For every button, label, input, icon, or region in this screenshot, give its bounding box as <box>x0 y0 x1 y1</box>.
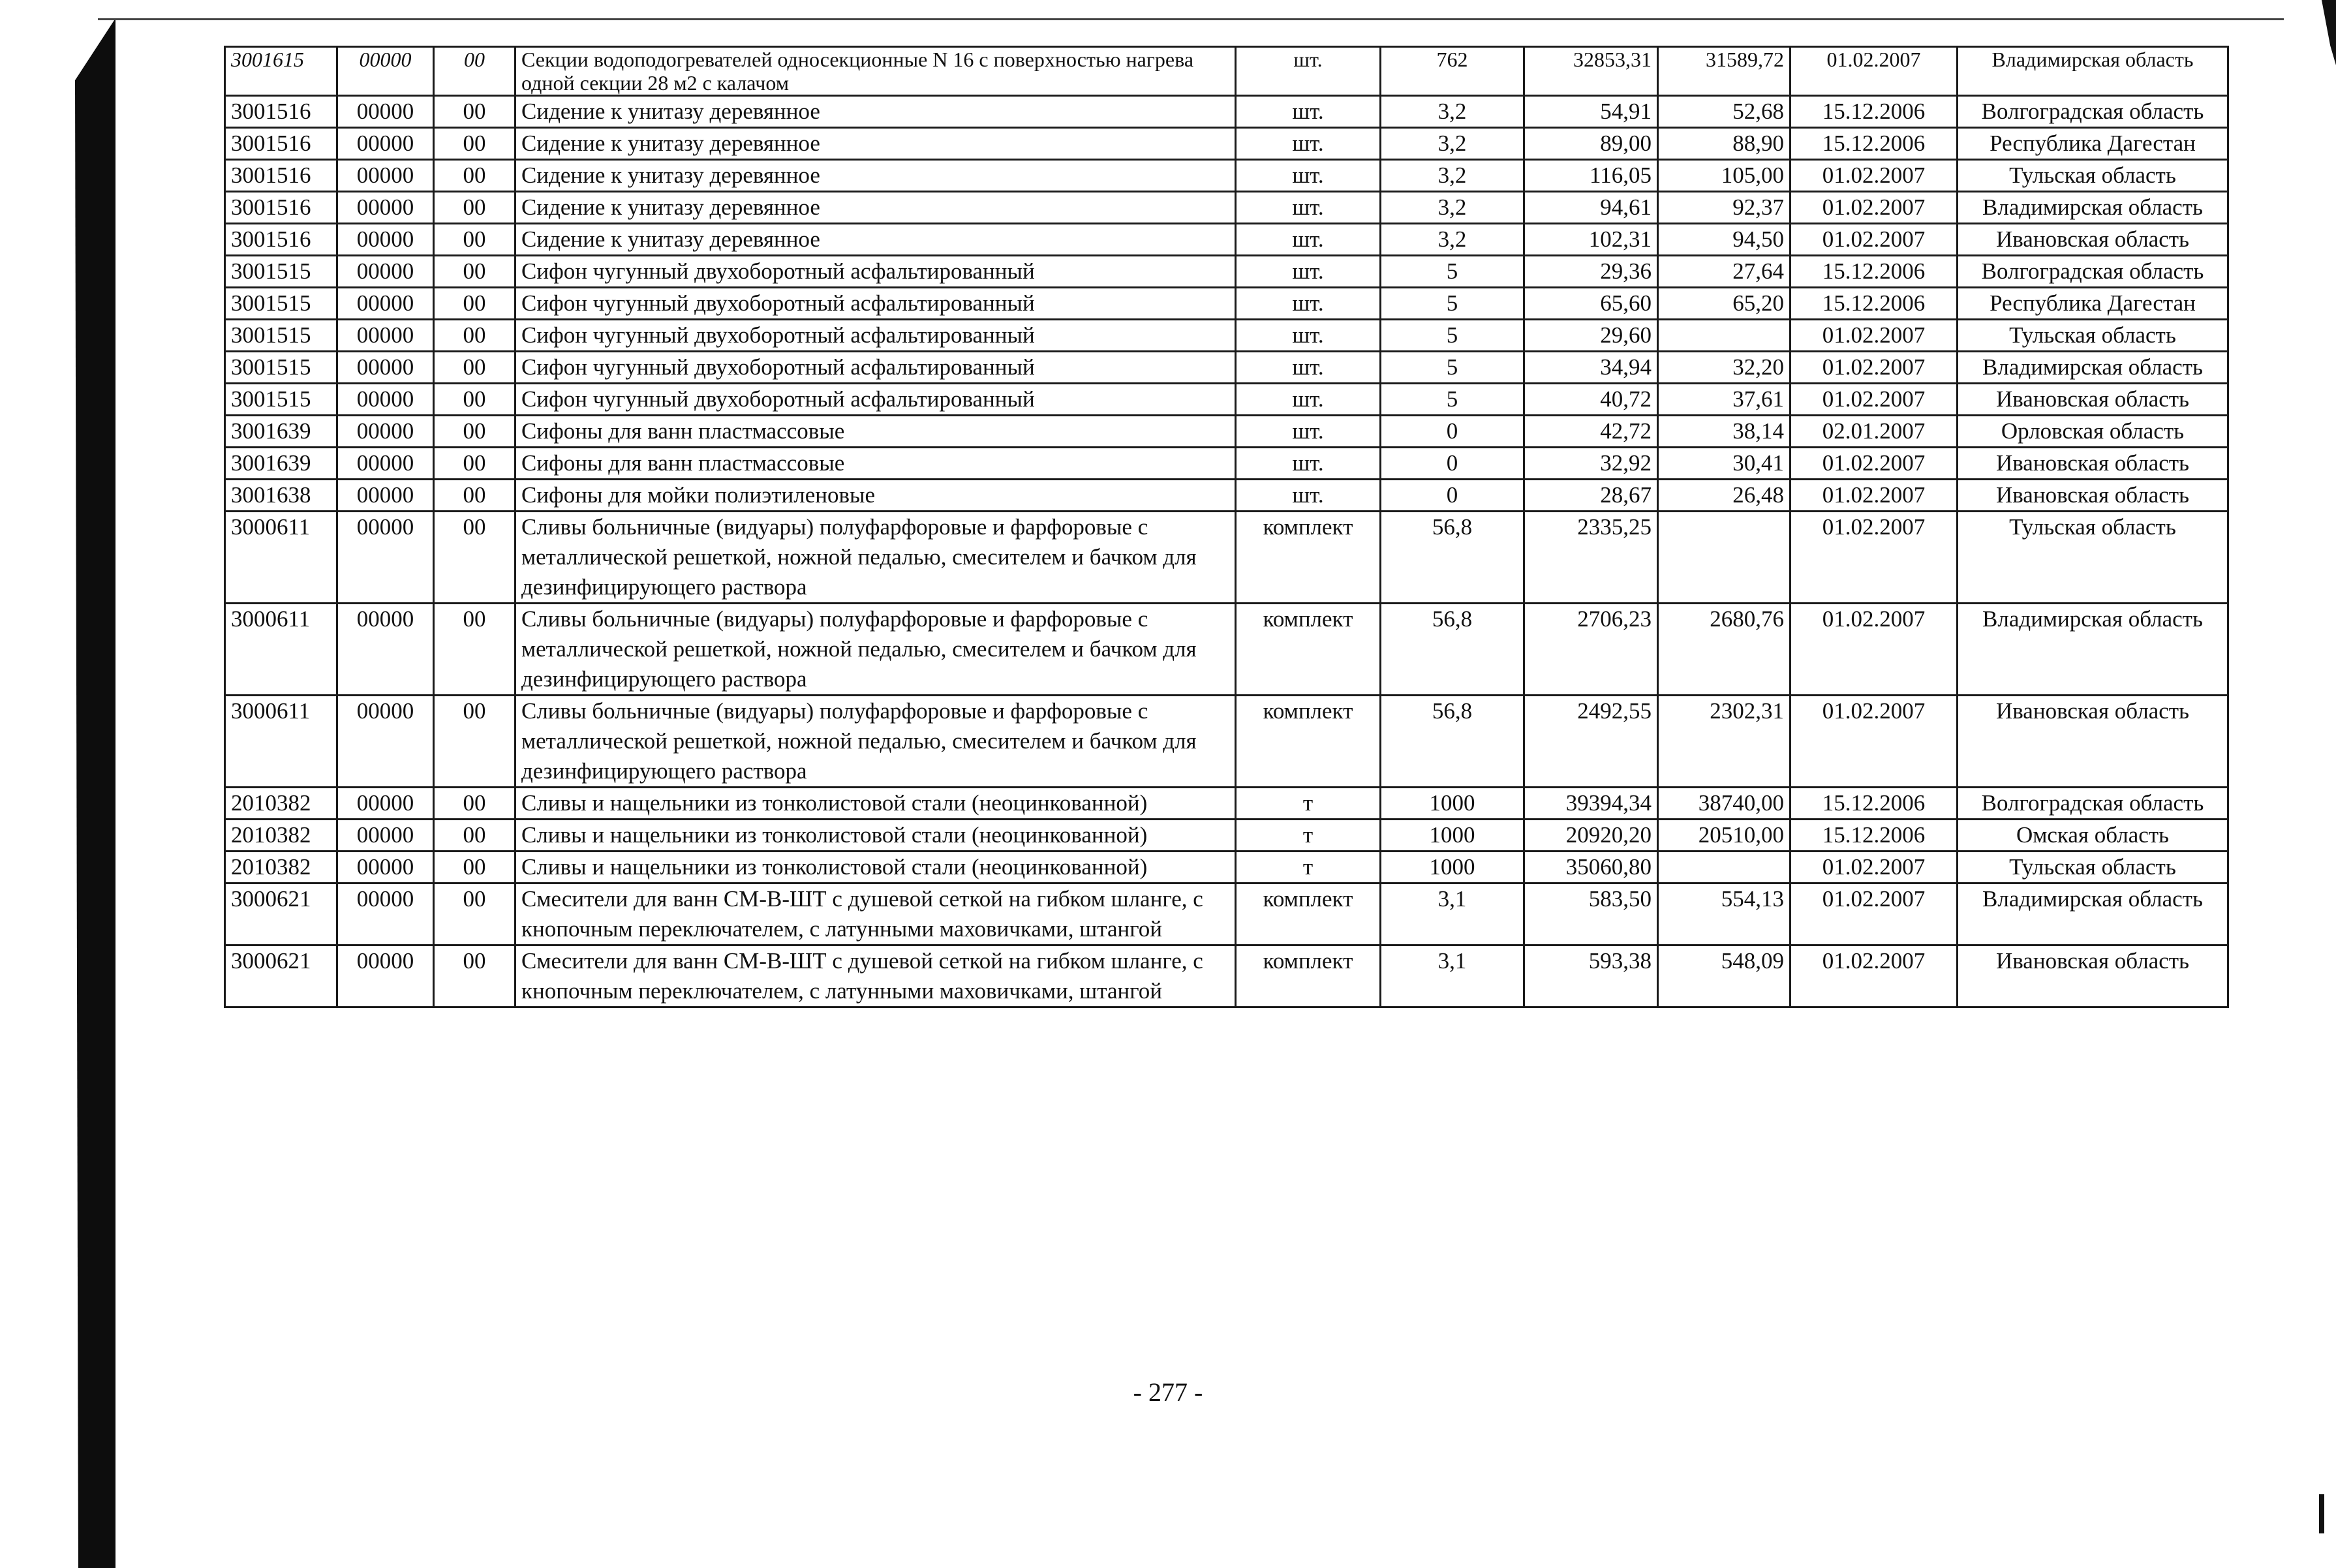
cell-coefficient: 3,2 <box>1381 128 1524 160</box>
table-row <box>225 945 2228 1007</box>
cell-coefficient: 0 <box>1381 416 1524 448</box>
cell-price-current: 2335,25 <box>1524 512 1658 604</box>
cell-price-base: 548,09 <box>1658 945 1790 1007</box>
cell-price-date: 02.01.2007 <box>1790 416 1958 448</box>
cell-price-date: 01.02.2007 <box>1790 696 1958 788</box>
cell-sub-code: 00000 <box>337 384 434 416</box>
cell-region: Тульская область <box>1958 320 2228 352</box>
cell-item-name: Смесители для ванн СМ-В-ШТ с душевой сеткой на гибком шланге, с кнопочным переключателем, с латунными маховичками, штангой <box>515 945 1236 1007</box>
cell-price-current: 116,05 <box>1524 160 1658 192</box>
cell-unit: шт. <box>1236 96 1381 128</box>
cell-region: Владимирская область <box>1958 352 2228 384</box>
cell-item-code: 2010382 <box>225 788 337 820</box>
cell-price-base: 20510,00 <box>1658 820 1790 852</box>
table-row <box>225 384 2228 416</box>
scan-mark-right-bottom <box>2319 1494 2324 1533</box>
cell-price-current: 29,60 <box>1524 320 1658 352</box>
table-row <box>225 320 2228 352</box>
cell-price-base: 26,48 <box>1658 480 1790 512</box>
cell-price-current: 2706,23 <box>1524 604 1658 696</box>
cell-region: Тульская область <box>1958 852 2228 884</box>
cell-coefficient: 1000 <box>1381 820 1524 852</box>
cell-item-name: Смесители для ванн СМ-В-ШТ с душевой сеткой на гибком шланге, с кнопочным переключателем, с латунными маховичками, штангой <box>515 884 1236 945</box>
cell-item-code: 3001516 <box>225 192 337 224</box>
cell-item-code: 3001516 <box>225 128 337 160</box>
cell-item-name: Сливы больничные (видуары) полуфарфоровые и фарфоровые с металлической решеткой, ножной педалью, смесителем и бачком для дезинфицирующего раствора <box>515 604 1236 696</box>
cell-price-date: 15.12.2006 <box>1790 788 1958 820</box>
cell-coefficient: 5 <box>1381 288 1524 320</box>
cell-price-date: 01.02.2007 <box>1790 480 1958 512</box>
cell-unit: т <box>1236 788 1381 820</box>
cell-sub-code: 00000 <box>337 480 434 512</box>
cell-group-code: 00 <box>434 256 515 288</box>
cell-coefficient: 0 <box>1381 448 1524 480</box>
cell-item-name: Сифоны для ванн пластмассовые <box>515 416 1236 448</box>
cell-price-base: 94,50 <box>1658 224 1790 256</box>
cell-item-name: Сливы и нащельники из тонколистовой стали (неоцинкованной) <box>515 852 1236 884</box>
cell-coefficient: 762 <box>1381 47 1524 96</box>
cell-item-code: 3001516 <box>225 160 337 192</box>
cell-group-code: 00 <box>434 696 515 788</box>
cell-item-name: Сифоны для ванн пластмассовые <box>515 448 1236 480</box>
cell-price-current: 20920,20 <box>1524 820 1658 852</box>
cell-item-name: Сифоны для мойки полиэтиленовые <box>515 480 1236 512</box>
cell-item-code: 3001639 <box>225 448 337 480</box>
cell-item-name: Сидение к унитазу деревянное <box>515 160 1236 192</box>
cell-item-code: 3001638 <box>225 480 337 512</box>
cell-item-name: Секции водоподогревателей односекционные N 16 с поверхностью нагрева одной секции 28 м2 с калачом <box>515 47 1236 96</box>
cell-item-name: Сливы больничные (видуары) полуфарфоровые и фарфоровые с металлической решеткой, ножной педалью, смесителем и бачком для дезинфицирующего раствора <box>515 696 1236 788</box>
cell-sub-code: 00000 <box>337 820 434 852</box>
table-row <box>225 128 2228 160</box>
cell-sub-code: 00000 <box>337 256 434 288</box>
cell-region: Республика Дагестан <box>1958 128 2228 160</box>
cell-group-code: 00 <box>434 945 515 1007</box>
cell-item-code: 3001515 <box>225 352 337 384</box>
cell-item-name: Сливы больничные (видуары) полуфарфоровые и фарфоровые с металлической решеткой, ножной педалью, смесителем и бачком для дезинфицирующего раствора <box>515 512 1236 604</box>
cell-price-current: 28,67 <box>1524 480 1658 512</box>
table-row <box>225 192 2228 224</box>
cell-coefficient: 5 <box>1381 384 1524 416</box>
cell-sub-code: 00000 <box>337 192 434 224</box>
cell-price-base: 554,13 <box>1658 884 1790 945</box>
cell-price-base: 37,61 <box>1658 384 1790 416</box>
cell-region: Орловская область <box>1958 416 2228 448</box>
cell-group-code: 00 <box>434 480 515 512</box>
cell-coefficient: 5 <box>1381 352 1524 384</box>
cell-item-code: 3001615 <box>225 47 337 96</box>
cell-price-current: 40,72 <box>1524 384 1658 416</box>
cell-coefficient: 3,2 <box>1381 224 1524 256</box>
cell-unit: шт. <box>1236 224 1381 256</box>
cell-price-current: 34,94 <box>1524 352 1658 384</box>
cell-region: Ивановская область <box>1958 224 2228 256</box>
cell-price-date: 01.02.2007 <box>1790 852 1958 884</box>
cell-price-current: 2492,55 <box>1524 696 1658 788</box>
cell-region: Тульская область <box>1958 160 2228 192</box>
cell-region: Владимирская область <box>1958 47 2228 96</box>
cell-group-code: 00 <box>434 512 515 604</box>
cell-unit: комплект <box>1236 512 1381 604</box>
cell-price-date: 01.02.2007 <box>1790 945 1958 1007</box>
cell-item-name: Сливы и нащельники из тонколистовой стали (неоцинкованной) <box>515 788 1236 820</box>
cell-price-base: 52,68 <box>1658 96 1790 128</box>
cell-sub-code: 00000 <box>337 696 434 788</box>
cell-region: Ивановская область <box>1958 480 2228 512</box>
table-row <box>225 448 2228 480</box>
cell-price-date: 01.02.2007 <box>1790 352 1958 384</box>
page-number: - 277 - <box>1133 1377 1203 1407</box>
cell-price-date: 01.02.2007 <box>1790 384 1958 416</box>
cell-sub-code: 00000 <box>337 884 434 945</box>
cell-item-name: Сифон чугунный двухоборотный асфальтированный <box>515 384 1236 416</box>
document-sheet <box>224 46 2227 1008</box>
cell-price-base: 92,37 <box>1658 192 1790 224</box>
cell-sub-code: 00000 <box>337 160 434 192</box>
cell-price-base: 38,14 <box>1658 416 1790 448</box>
cell-price-base: 105,00 <box>1658 160 1790 192</box>
cell-unit: шт. <box>1236 320 1381 352</box>
table-row <box>225 47 2228 96</box>
cell-group-code: 00 <box>434 604 515 696</box>
cell-group-code: 00 <box>434 160 515 192</box>
cell-region: Ивановская область <box>1958 448 2228 480</box>
cell-unit: т <box>1236 820 1381 852</box>
cell-sub-code: 00000 <box>337 604 434 696</box>
table-row <box>225 256 2228 288</box>
cell-item-code: 3001516 <box>225 96 337 128</box>
cell-region: Волгоградская область <box>1958 256 2228 288</box>
cell-item-code: 3001515 <box>225 256 337 288</box>
cell-sub-code: 00000 <box>337 320 434 352</box>
cell-coefficient: 1000 <box>1381 788 1524 820</box>
cell-group-code: 00 <box>434 352 515 384</box>
cell-price-date: 01.02.2007 <box>1790 224 1958 256</box>
table-row <box>225 224 2228 256</box>
cell-price-current: 42,72 <box>1524 416 1658 448</box>
cell-price-date: 01.02.2007 <box>1790 160 1958 192</box>
cell-price-date: 01.02.2007 <box>1790 192 1958 224</box>
cell-region: Владимирская область <box>1958 604 2228 696</box>
cell-group-code: 00 <box>434 47 515 96</box>
cell-price-date: 01.02.2007 <box>1790 448 1958 480</box>
cell-group-code: 00 <box>434 384 515 416</box>
cell-region: Ивановская область <box>1958 945 2228 1007</box>
price-table <box>224 46 2229 1008</box>
cell-region: Волгоградская область <box>1958 788 2228 820</box>
cell-item-code: 2010382 <box>225 820 337 852</box>
table-row <box>225 512 2228 604</box>
cell-item-code: 2010382 <box>225 852 337 884</box>
cell-unit: комплект <box>1236 604 1381 696</box>
cell-coefficient: 3,1 <box>1381 945 1524 1007</box>
table-row <box>225 96 2228 128</box>
cell-sub-code: 00000 <box>337 96 434 128</box>
cell-price-date: 01.02.2007 <box>1790 884 1958 945</box>
cell-sub-code: 00000 <box>337 788 434 820</box>
cell-price-current: 65,60 <box>1524 288 1658 320</box>
cell-group-code: 00 <box>434 416 515 448</box>
cell-unit: комплект <box>1236 945 1381 1007</box>
cell-sub-code: 00000 <box>337 128 434 160</box>
cell-unit: шт. <box>1236 47 1381 96</box>
table-row <box>225 604 2228 696</box>
cell-sub-code: 00000 <box>337 945 434 1007</box>
cell-coefficient: 56,8 <box>1381 512 1524 604</box>
cell-item-name: Сидение к унитазу деревянное <box>515 192 1236 224</box>
cell-price-current: 102,31 <box>1524 224 1658 256</box>
cell-price-date: 15.12.2006 <box>1790 288 1958 320</box>
cell-group-code: 00 <box>434 852 515 884</box>
cell-price-base: 27,64 <box>1658 256 1790 288</box>
cell-item-code: 3001516 <box>225 224 337 256</box>
cell-price-base <box>1658 852 1790 884</box>
cell-region: Ивановская область <box>1958 384 2228 416</box>
cell-unit: шт. <box>1236 256 1381 288</box>
cell-region: Владимирская область <box>1958 884 2228 945</box>
cell-group-code: 00 <box>434 224 515 256</box>
cell-price-date: 15.12.2006 <box>1790 820 1958 852</box>
cell-coefficient: 56,8 <box>1381 604 1524 696</box>
cell-item-code: 3000621 <box>225 945 337 1007</box>
cell-region: Владимирская область <box>1958 192 2228 224</box>
cell-sub-code: 00000 <box>337 288 434 320</box>
cell-group-code: 00 <box>434 884 515 945</box>
cell-coefficient: 1000 <box>1381 852 1524 884</box>
scan-mark-right <box>2322 0 2336 65</box>
cell-price-current: 35060,80 <box>1524 852 1658 884</box>
cell-price-base <box>1658 512 1790 604</box>
table-row <box>225 352 2228 384</box>
cell-coefficient: 3,2 <box>1381 192 1524 224</box>
cell-price-base: 30,41 <box>1658 448 1790 480</box>
table-row <box>225 852 2228 884</box>
cell-sub-code: 00000 <box>337 512 434 604</box>
cell-item-name: Сифон чугунный двухоборотный асфальтированный <box>515 288 1236 320</box>
cell-price-current: 583,50 <box>1524 884 1658 945</box>
cell-item-code: 3000611 <box>225 512 337 604</box>
cell-price-date: 01.02.2007 <box>1790 47 1958 96</box>
cell-coefficient: 3,2 <box>1381 96 1524 128</box>
cell-region: Ивановская область <box>1958 696 2228 788</box>
cell-group-code: 00 <box>434 192 515 224</box>
cell-price-base: 2302,31 <box>1658 696 1790 788</box>
cell-coefficient: 5 <box>1381 256 1524 288</box>
cell-price-base: 65,20 <box>1658 288 1790 320</box>
table-row <box>225 696 2228 788</box>
cell-unit: шт. <box>1236 448 1381 480</box>
cell-unit: шт. <box>1236 192 1381 224</box>
cell-coefficient: 0 <box>1381 480 1524 512</box>
cell-item-code: 3000611 <box>225 696 337 788</box>
table-row <box>225 884 2228 945</box>
cell-unit: комплект <box>1236 696 1381 788</box>
cell-unit: шт. <box>1236 352 1381 384</box>
cell-coefficient: 5 <box>1381 320 1524 352</box>
cell-region: Омская область <box>1958 820 2228 852</box>
cell-price-current: 32,92 <box>1524 448 1658 480</box>
cell-unit: шт. <box>1236 160 1381 192</box>
cell-price-current: 32853,31 <box>1524 47 1658 96</box>
cell-item-name: Сливы и нащельники из тонколистовой стали (неоцинкованной) <box>515 820 1236 852</box>
cell-price-base: 38740,00 <box>1658 788 1790 820</box>
cell-item-name: Сифон чугунный двухоборотный асфальтированный <box>515 320 1236 352</box>
cell-item-name: Сидение к унитазу деревянное <box>515 224 1236 256</box>
cell-sub-code: 00000 <box>337 448 434 480</box>
cell-price-date: 01.02.2007 <box>1790 512 1958 604</box>
cell-item-code: 3001515 <box>225 288 337 320</box>
cell-sub-code: 00000 <box>337 47 434 96</box>
cell-region: Республика Дагестан <box>1958 288 2228 320</box>
cell-price-base: 32,20 <box>1658 352 1790 384</box>
cell-group-code: 00 <box>434 288 515 320</box>
cell-price-base <box>1658 320 1790 352</box>
cell-unit: шт. <box>1236 128 1381 160</box>
table-body <box>225 47 2228 1007</box>
cell-coefficient: 56,8 <box>1381 696 1524 788</box>
cell-price-date: 15.12.2006 <box>1790 96 1958 128</box>
cell-price-current: 593,38 <box>1524 945 1658 1007</box>
cell-coefficient: 3,1 <box>1381 884 1524 945</box>
table-row <box>225 820 2228 852</box>
cell-price-current: 39394,34 <box>1524 788 1658 820</box>
cell-price-base: 2680,76 <box>1658 604 1790 696</box>
cell-item-name: Сидение к унитазу деревянное <box>515 128 1236 160</box>
cell-coefficient: 3,2 <box>1381 160 1524 192</box>
cell-item-name: Сифон чугунный двухоборотный асфальтированный <box>515 352 1236 384</box>
cell-sub-code: 00000 <box>337 352 434 384</box>
cell-group-code: 00 <box>434 128 515 160</box>
table-row <box>225 480 2228 512</box>
cell-price-base: 88,90 <box>1658 128 1790 160</box>
cell-item-name: Сидение к унитазу деревянное <box>515 96 1236 128</box>
cell-item-code: 3000611 <box>225 604 337 696</box>
scan-edge-top <box>98 18 2284 20</box>
cell-price-date: 01.02.2007 <box>1790 604 1958 696</box>
scan-shadow-left <box>75 18 115 1568</box>
cell-item-code: 3001515 <box>225 320 337 352</box>
cell-unit: шт. <box>1236 384 1381 416</box>
cell-price-date: 15.12.2006 <box>1790 128 1958 160</box>
cell-price-current: 54,91 <box>1524 96 1658 128</box>
cell-unit: комплект <box>1236 884 1381 945</box>
cell-sub-code: 00000 <box>337 852 434 884</box>
table-row <box>225 160 2228 192</box>
cell-unit: шт. <box>1236 288 1381 320</box>
cell-price-current: 94,61 <box>1524 192 1658 224</box>
cell-price-date: 15.12.2006 <box>1790 256 1958 288</box>
cell-unit: т <box>1236 852 1381 884</box>
cell-sub-code: 00000 <box>337 224 434 256</box>
cell-item-code: 3000621 <box>225 884 337 945</box>
cell-group-code: 00 <box>434 820 515 852</box>
cell-sub-code: 00000 <box>337 416 434 448</box>
cell-price-current: 29,36 <box>1524 256 1658 288</box>
cell-group-code: 00 <box>434 96 515 128</box>
table-row <box>225 788 2228 820</box>
cell-region: Волгоградская область <box>1958 96 2228 128</box>
cell-region: Тульская область <box>1958 512 2228 604</box>
cell-price-current: 89,00 <box>1524 128 1658 160</box>
cell-item-name: Сифон чугунный двухоборотный асфальтированный <box>515 256 1236 288</box>
cell-price-date: 01.02.2007 <box>1790 320 1958 352</box>
cell-unit: шт. <box>1236 416 1381 448</box>
cell-group-code: 00 <box>434 320 515 352</box>
cell-item-code: 3001515 <box>225 384 337 416</box>
table-row <box>225 288 2228 320</box>
cell-item-code: 3001639 <box>225 416 337 448</box>
cell-group-code: 00 <box>434 788 515 820</box>
cell-price-base: 31589,72 <box>1658 47 1790 96</box>
cell-group-code: 00 <box>434 448 515 480</box>
table-row <box>225 416 2228 448</box>
cell-unit: шт. <box>1236 480 1381 512</box>
